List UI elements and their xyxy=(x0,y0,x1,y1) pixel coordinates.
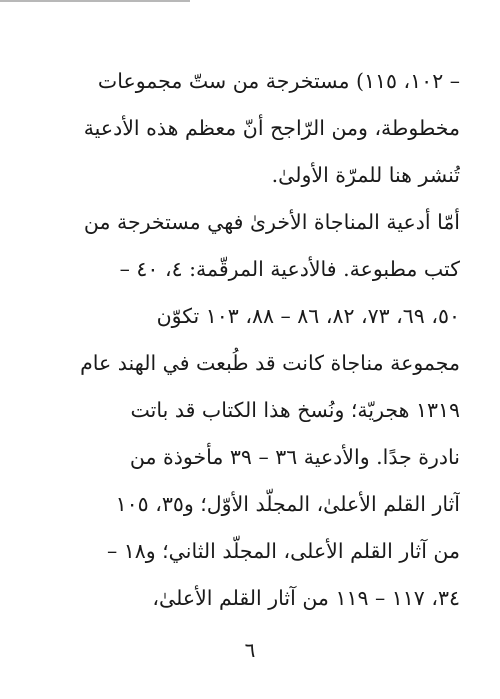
page-number: ٦ xyxy=(244,638,256,662)
scan-edge-mark xyxy=(0,0,190,6)
text-line-12: ٣٤، ١١٧ – ١١٩ من آثار القلم الأعلىٰ، xyxy=(152,586,460,610)
body-text xyxy=(40,58,460,622)
text-line-7: مجموعة مناجاة كانت قد طُبعت في الهند عام xyxy=(80,351,460,375)
text-line-8: ١٣١٩ هجريّة؛ ونُسخ هذا الكتاب قد باتت xyxy=(130,398,460,422)
text-line-4: أمّا أدعية المناجاة الأخرىٰ فهي مستخرجة من xyxy=(83,210,460,234)
text-line-11: من آثار القلم الأعلى، المجلّد الثاني؛ و١٨ – xyxy=(106,539,460,563)
text-line-5: كتب مطبوعة. فالأدعية المرقّمة: ٤، ٤٠ – xyxy=(119,257,460,281)
text-line-1: – ١٠٢، ١١٥) مستخرجة من ستّ مجموعات xyxy=(97,69,460,93)
text-line-9: نادرة جدًا. والأدعية ٣٦ – ٣٩ مأخوذة من xyxy=(129,445,460,469)
text-line-3: تُنشر هنا للمرّة الأولىٰ. xyxy=(271,163,460,187)
text-line-2: مخطوطة، ومن الرّاجح أنّ معظم هذه الأدعية xyxy=(83,116,460,140)
text-line-6: ٥٠، ٦٩، ٧٣، ٨٢، ٨٦ – ٨٨، ١٠٣ تكوّن xyxy=(156,304,460,328)
text-line-10: آثار القلم الأعلىٰ، المجلّد الأوّل؛ و٣٥، ١٠٥ xyxy=(115,492,460,516)
